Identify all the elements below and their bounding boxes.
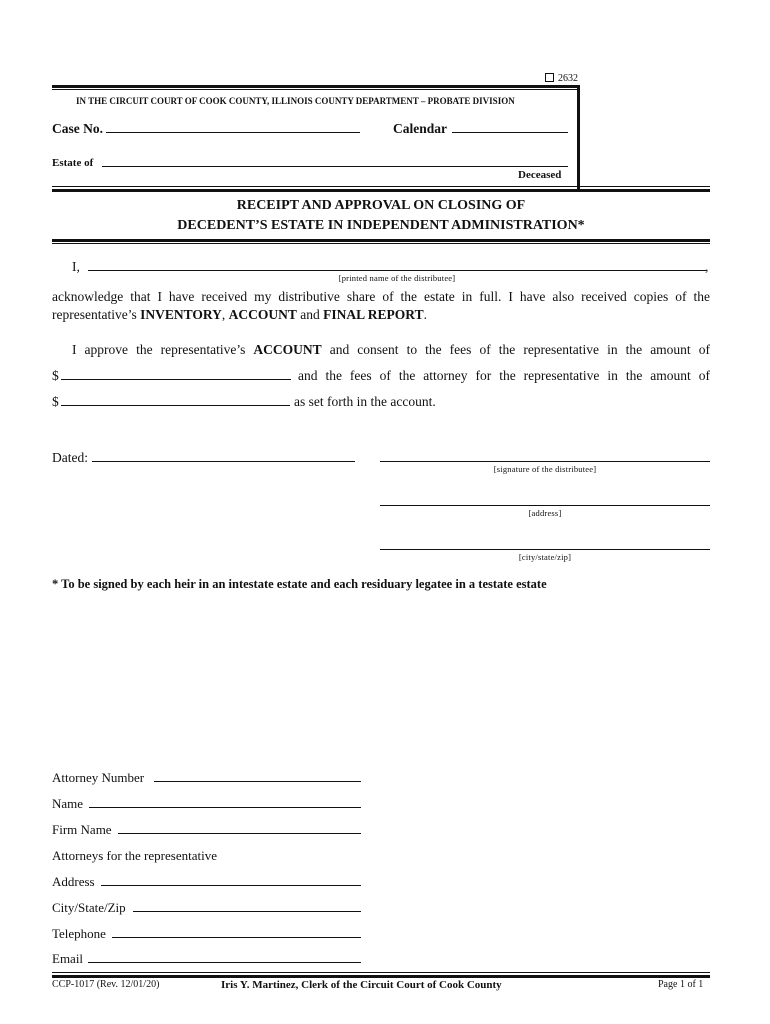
firm-name-label: Firm Name bbox=[52, 822, 112, 837]
approve-account: ACCOUNT bbox=[253, 342, 322, 357]
ack-line2 bbox=[52, 307, 427, 323]
header-top-rule-thin bbox=[52, 89, 580, 90]
estate-of-field[interactable] bbox=[102, 166, 568, 167]
ack-inventory: INVENTORY bbox=[140, 307, 222, 322]
title-top-rule-thin bbox=[52, 186, 710, 187]
representative-fee-field[interactable] bbox=[61, 379, 291, 380]
firm-name-field[interactable] bbox=[118, 833, 361, 834]
footnote: * To be signed by each heir in an intestate estate and each residuary legatee in a testate estate bbox=[52, 577, 547, 591]
footer-page: Page 1 of 1 bbox=[658, 979, 704, 990]
name-field[interactable] bbox=[89, 807, 361, 808]
printed-name-field[interactable] bbox=[88, 270, 706, 271]
dated-label: Dated: bbox=[52, 450, 88, 465]
estate-of-label: Estate of bbox=[52, 157, 94, 169]
ack-final-report: FINAL REPORT bbox=[323, 307, 424, 322]
printed-name-hint: [printed name of the distributee] bbox=[338, 273, 456, 283]
calendar-label: Calendar bbox=[393, 121, 447, 136]
signature-field[interactable] bbox=[380, 461, 710, 462]
deceased-label: Deceased bbox=[518, 169, 562, 181]
name-label: Name bbox=[52, 796, 84, 811]
email-label: Email bbox=[52, 951, 84, 966]
address-label: Address bbox=[52, 874, 95, 889]
attorney-number-field[interactable] bbox=[154, 781, 361, 782]
approve-pre: I approve the representative’s bbox=[72, 342, 254, 357]
court-header: IN THE CIRCUIT COURT OF COOK COUNTY, ILLINOIS COUNTY DEPARTMENT – PROBATE DIVISION bbox=[76, 96, 515, 106]
attorney-number-label: Attorney Number bbox=[52, 770, 145, 785]
address-field[interactable] bbox=[380, 505, 710, 506]
city-hint: [city/state/zip] bbox=[518, 552, 572, 562]
approve-line1 bbox=[72, 342, 710, 358]
title-top-rule bbox=[52, 189, 710, 192]
header-right-border bbox=[577, 85, 580, 189]
city-state-zip-field[interactable] bbox=[380, 549, 710, 550]
footer-rule bbox=[52, 975, 710, 978]
title-bottom-rule-thin bbox=[52, 243, 710, 244]
dollar-sign-1: $ bbox=[52, 368, 59, 383]
title-bottom-rule bbox=[52, 239, 710, 242]
dollar-sign-2: $ bbox=[52, 394, 59, 409]
form-checkbox[interactable] bbox=[545, 73, 554, 82]
calendar-field[interactable] bbox=[452, 132, 568, 133]
dated-field[interactable] bbox=[92, 461, 355, 462]
attorney-fee-field[interactable] bbox=[61, 405, 290, 406]
telephone-label: Telephone bbox=[52, 926, 106, 941]
i-label: I, bbox=[72, 259, 80, 274]
case-no-field[interactable] bbox=[106, 132, 360, 133]
approve-post: and consent to the fees of the representative in the amount of bbox=[321, 342, 710, 357]
city-state-zip-label: City/State/Zip bbox=[52, 900, 126, 915]
title-line2: DECEDENT’S ESTATE IN INDEPENDENT ADMINISTRATION* bbox=[177, 218, 585, 233]
ack-line2-pre: representative’s bbox=[52, 307, 141, 322]
address-hint: [address] bbox=[528, 508, 562, 518]
footer-form-id: CCP-1017 (Rev. 12/01/20) bbox=[52, 979, 160, 990]
approve-line2: and the fees of the attorney for the representative in the amount of bbox=[298, 368, 710, 383]
ack-line1: acknowledge that I have received my distributive share of the estate in full. I have also received copies of the bbox=[52, 289, 710, 304]
ack-and: and bbox=[296, 307, 324, 322]
approve-line3: as set forth in the account. bbox=[294, 394, 436, 409]
telephone-field[interactable] bbox=[112, 937, 361, 938]
ack-account: ACCOUNT bbox=[228, 307, 297, 322]
signature-hint: [signature of the distributee] bbox=[493, 464, 597, 474]
ack-period: . bbox=[423, 307, 427, 322]
form-number bbox=[545, 73, 578, 84]
footer-clerk: Iris Y. Martinez, Clerk of the Circuit Court of Cook County bbox=[221, 979, 502, 991]
title-line1: RECEIPT AND APPROVAL ON CLOSING OF bbox=[236, 198, 526, 213]
case-no-label: Case No. bbox=[52, 121, 103, 136]
form-number-text: 2632 bbox=[558, 73, 578, 84]
header-top-rule bbox=[52, 85, 580, 88]
attorney-address-field[interactable] bbox=[101, 885, 361, 886]
footer-rule-thin bbox=[52, 972, 710, 973]
email-field[interactable] bbox=[88, 962, 361, 963]
attorneys-for-label: Attorneys for the representative bbox=[52, 848, 217, 863]
ack-sep1: , bbox=[221, 307, 229, 322]
attorney-city-field[interactable] bbox=[133, 911, 361, 912]
comma: , bbox=[705, 259, 709, 274]
